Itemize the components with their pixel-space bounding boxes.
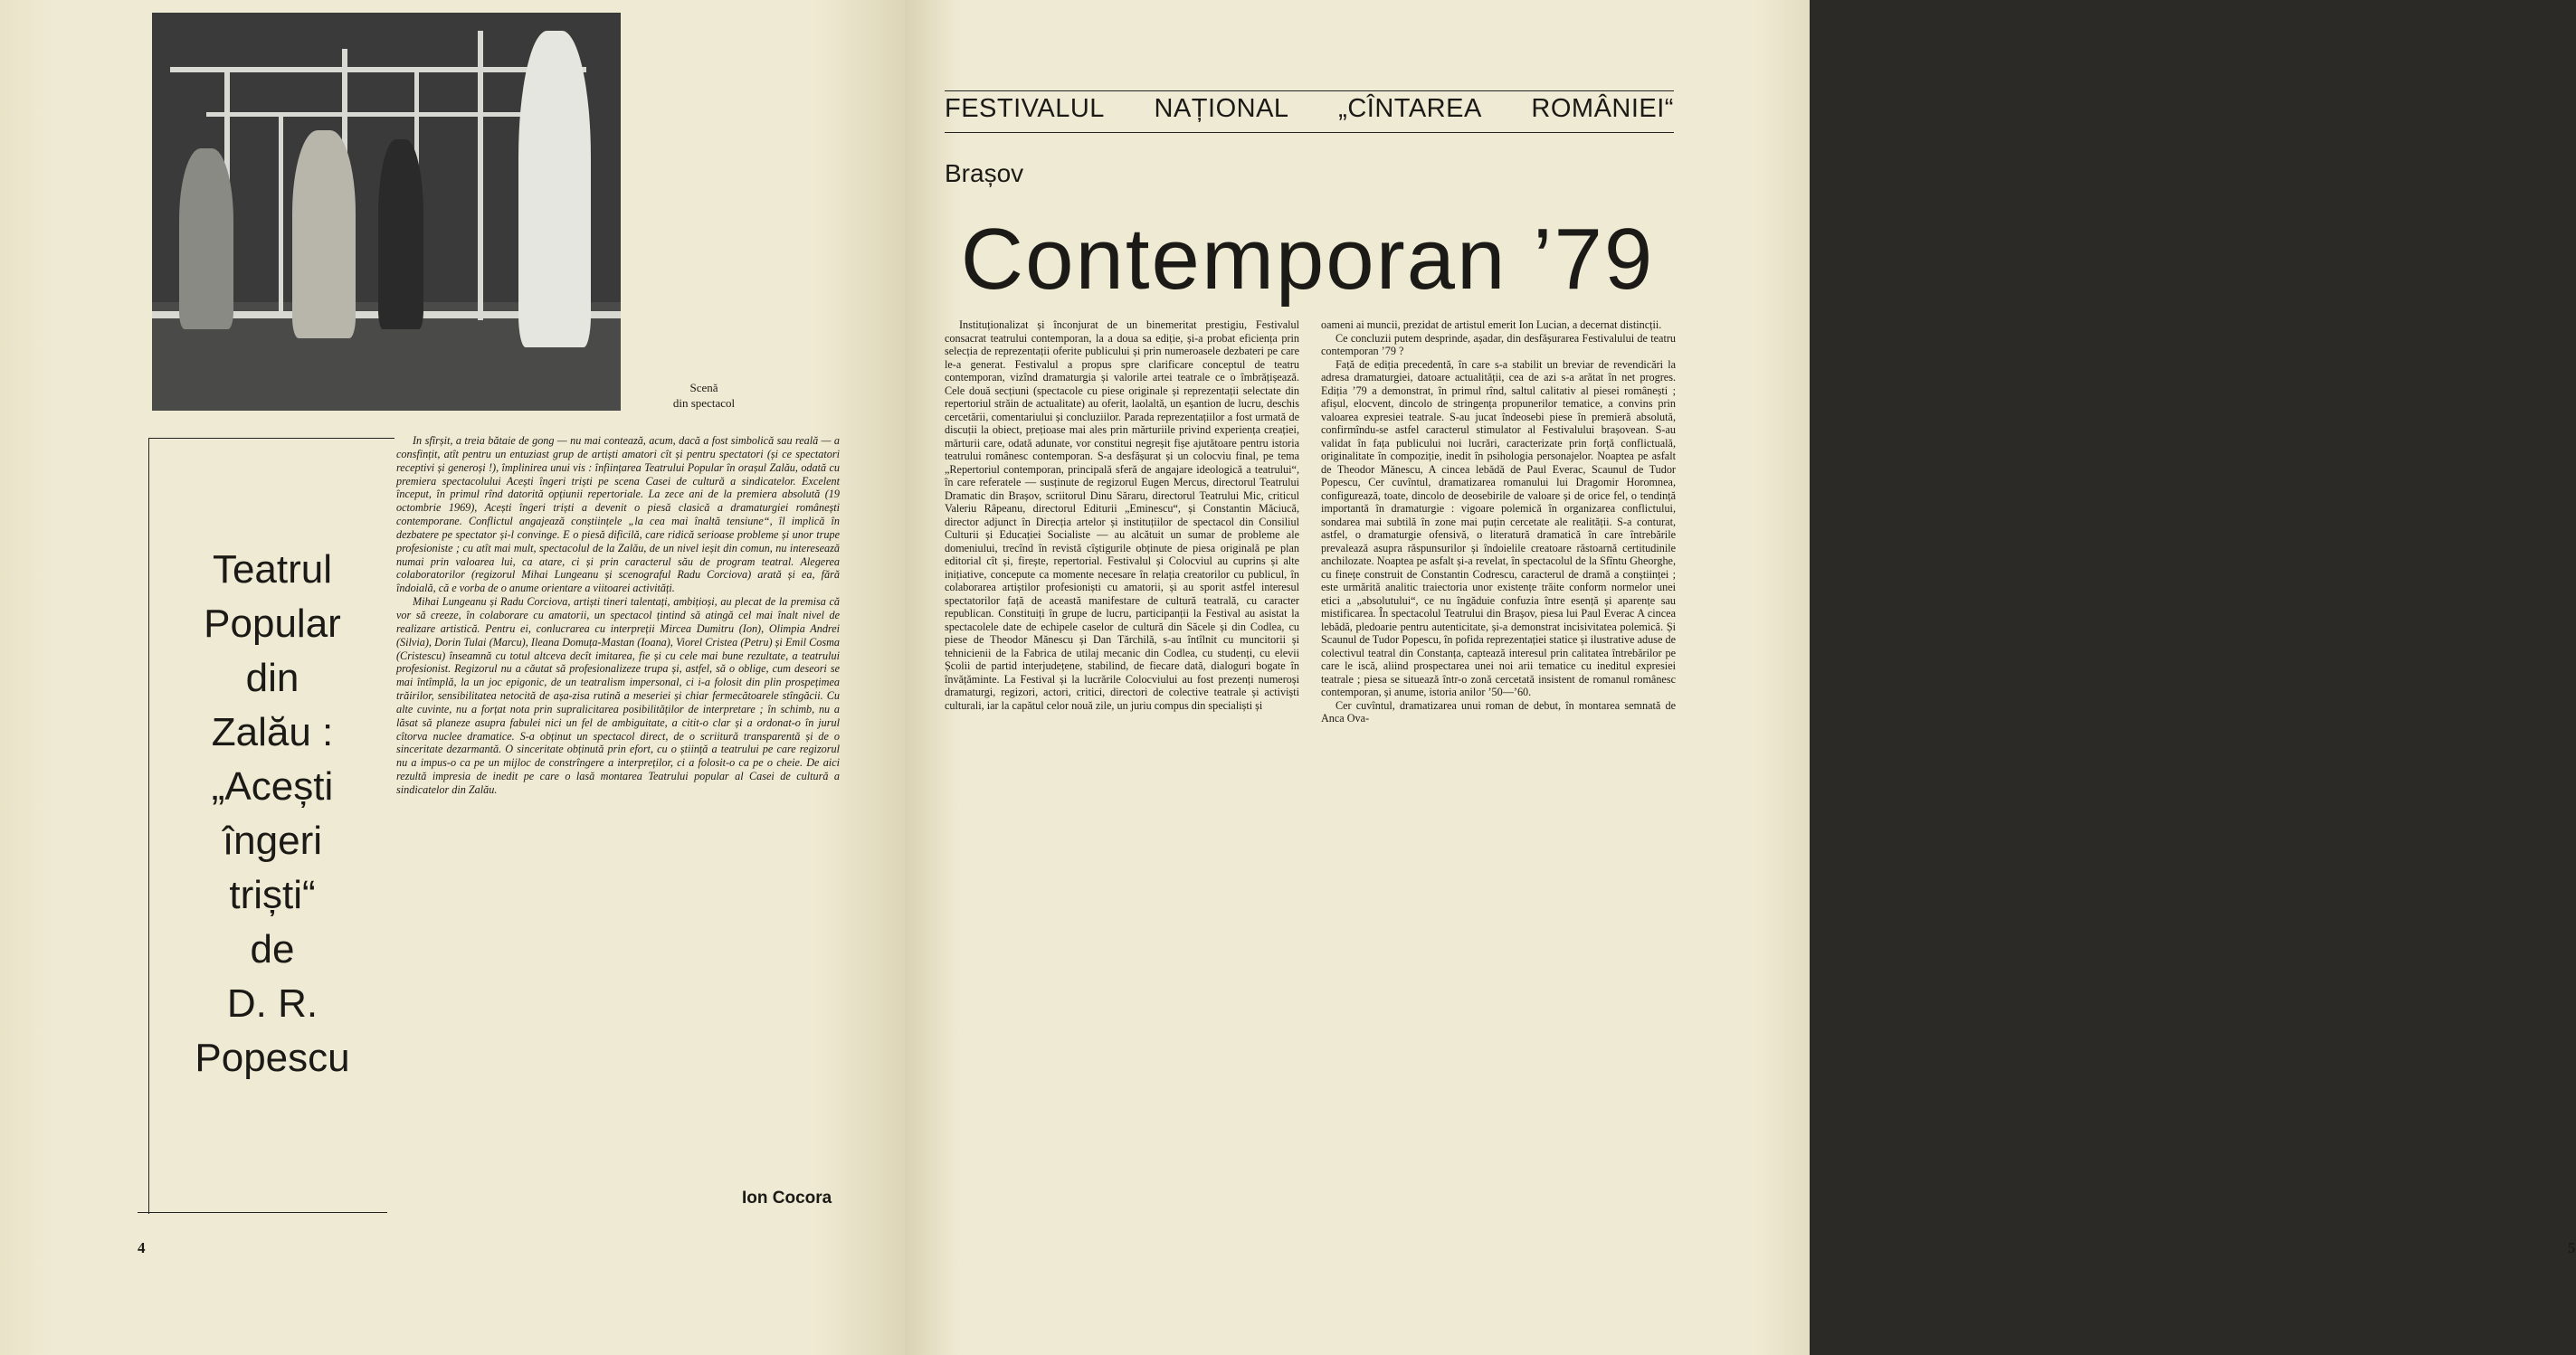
title-line: Popular <box>204 602 341 646</box>
header-word: ROMÂNIEI“ <box>1531 94 1674 123</box>
text-column-1 <box>945 318 1299 712</box>
frame-bottom-rule <box>138 1212 387 1213</box>
title-line: de <box>250 927 295 971</box>
title-line: „Acești <box>211 764 334 809</box>
title-line: îngeri <box>222 819 323 863</box>
main-title: Contemporan ’79 <box>960 211 1655 308</box>
column-paragraph: Instituționalizat și înconjurat de un binemeritat prestigiu, Festivalul consacrat teatrului contemporan, la a doua sa ediție, și-a probat eficiența prin selecția de reprezentații oferite publicului și prin numeroasele dezbateri pe care le-a generat. Festivalul a propus spre clarificare conceptul de teatru contemporan, vizînd dramaturgia și valorile artei teatrale ce o îmbrățișează. Cele două secțiuni (spectacole cu piese originale și reprezentații selectate din repertoriul străin de actualitate) au oferit, laolaltă, un eșantion de lucru, deschis cercetării, comentariului și concluziilor. Parada reprezentațiilor a fost urmată de discuții la obiect, prețioase mai ales prin mărturiile privind experiența creației, mărturii care, odată adunate, vor constitui negreșit fișe ajutătoare pentru istoria teatrului românesc contemporan. S-a desfășurat și un colocviu final, pe tema „Repertoriul contemporan, principală sferă de angajare ideologică a teatrului“, în care referatele — susținute de regizorul Eugen Mercus, directorul Teatrului Dramatic din Brașov, scriitorul Dinu Săraru, directorul Teatrului Mic, criticul Valeriu Râpeanu, directorul Editurii „Eminescu“, și Constantin Măciucă, director adjunct în Direcția artelor și instituțiilor de spectacol din Consiliul Culturii și Educației Socialiste — au alcătuit un sumar de probleme ale domeniului, trecînd în revistă cîștigurile obținute de piesa originală pe plan editorial cît și, firește, repertorial. Festivalul și Colocviul au cuprins și alte inițiative, concepute ca momente necesare în relația creatorilor cu publicul, în colaborarea artiștilor profesioniști cu amatorii, și au sporit astfel interesul spectatorilor față de această manifestare de cultură teatrală, cu caracter republican. Constituiți în grupe de lucru, participanții la Festival au asistat la spectacolele date de echipele caselor de cultură din Săcele și din Codlea, cu piese de Theodor Mănescu și Dan Tărchilă, s-au întîlnit cu muncitorii și tehnicienii de la Fabrica de utilaj mecanic din Codlea, cu studenți, cu elevii Școlii de partid interjudețene, stabilind, de fiecare dată, dialoguri bogate în învățăminte. La Festival și la lucrările Colocviului au fost prezenți numeroși dramaturgi, regizori, actori, critici, directori de colective teatrale și activiști culturali, iar la capătul celor nouă zile, un juriu compus din specialiști și <box>945 318 1299 712</box>
scaffold-bar <box>170 67 586 72</box>
header-rule-top <box>945 90 1674 91</box>
title-line: Zalău : <box>211 710 334 754</box>
article-body <box>396 434 840 797</box>
right-page <box>905 0 2576 1355</box>
title-line: din <box>245 656 299 700</box>
column-paragraph: Cer cuvîntul, dramatizarea unui roman de debut, în montarea semnată de Anca Ova- <box>1321 698 1676 725</box>
column-paragraph: Ce concluzii putem desprinde, așadar, din desfășurarea Festivalului de teatru contemporan ’79 ? <box>1321 331 1676 357</box>
caption-line: Scenă <box>689 381 718 394</box>
author-byline: Ion Cocora <box>742 1189 832 1208</box>
actor-figure <box>292 130 356 338</box>
article-title <box>168 543 376 1085</box>
article-paragraph: In sfîrșit, a treia bătaie de gong — nu mai contează, acum, dacă a fost simbolică sau reală — a consfințit, atît pentru un entuziast grup de artiști amatori cît și pentru spectatori (și ce spectatori receptivi și generoși !), împlinirea unui vis : înființarea Teatrului Popular în orașul Zalău, odată cu premiera spectacolului Acești îngeri triști pe scena Casei de cultură a sindicatelor. Excelent început, în primul rînd datorită opțiunii repertoriale. La zece ani de la premiera absolută (19 octombrie 1969), Acești îngeri triști a devenit o piesă clasică a dramaturgiei românești contemporane. Conflictul angajează conștiințele „la cea mai înaltă tensiune“, îl implică în dezbatere pe spectator și-l convinge. E o piesă dificilă, care ridică serioase probleme și unor trupe profesioniste ; cu atît mai mult, spectacolul de la Zalău, de un nivel ieșit din comun, nu interesează numai prin valoarea lui, ca atare, ci și prin caracterul său de program teatral. Alegerea colaboratorilor (regizorul Mihai Lungeanu și scenograful Radu Corciova) arată și ea, fără îndoială, că e vorba de o anume orientare a viitoarei activități. <box>396 434 840 595</box>
title-line: D. R. <box>226 981 318 1026</box>
page-number: 4 <box>138 1239 146 1256</box>
photo-caption <box>650 380 758 411</box>
actor-figure <box>518 31 591 347</box>
column-paragraph: Față de ediția precedentă, în care s-a stabilit un breviar de revendicări la adresa dramaturgiei, datoare actualității, cea de azi s-a arătat în net progres. Ediția ’79 a demonstrat, în primul rînd, saltul calitativ al piesei românești ; afișul, elocvent, dincolo de stringența propunerilor tematice, a convins prin valoarea expresiei teatrale. S-au jucat îndeosebi piese în premieră absolută, confirmîndu-se astfel caracterul stimulator al Festivalului brașovean. S-au validat în fața publicului noi lucrări, caracterizate prin forță conflictuală, originalitate în compoziție, inedit în psihologia personajelor. Noaptea pe asfalt de Theodor Mănescu, A cincea lebădă de Paul Everac, Scaunul de Tudor Popescu, Cer cuvîntul, dramatizarea romanului lui Dragomir Horomnea, configurează, toate, dincolo de deosebirile de valoare și de orice fel, o tendință importantă în dramaturgie : vigoare polemică în organizarea conflictului, sondarea mai subtilă în zone mai puțin cercetate ale realității. S-a conturat, astfel, o dramaturgie ofensivă, o literatură dramatică în care întrebările prevalează asupra răspunsurilor și îndoielile creatoare răstoarnă certitudinile anchilozate. Noaptea pe asfalt și-a revelat, în spectacolul de la Sfîntu Gheorghe, cu finețe construit de Constantin Codrescu, caracterul de dramă a conștiinței ; este urmărită analitic traiectoria unor existențe trăite conform normelor unei etici a „absolutului“, ce nu îngăduie confuzia între esență și aparențe sau mistificarea. În spectacolul Teatrului din Brașov, piesa lui Paul Everac A cincea lebădă, pledoarie pentru autenticitate, și-a demonstrat incisivitatea polemică. Și Scaunul de Tudor Popescu, în pofida reprezentației statice și ilustrative aduse de colectivul teatral din Constanța, captează interesul prin calitatea întrebărilor pe care le iscă, aliind prospectarea unei noi arii tematice cu ineditul expresiei teatrale ; piesa se situează într-o zonă cercetată insistent de romanul românesc contemporan, și anume, istoria anilor ’50—’60. <box>1321 357 1676 698</box>
header-word: FESTIVALUL <box>945 94 1105 123</box>
actor-figure <box>179 148 233 329</box>
title-line: Teatrul <box>212 547 333 592</box>
stage-photo <box>152 13 621 411</box>
header-rule-bottom <box>945 132 1674 133</box>
page-number: 5 <box>2568 1239 2576 1256</box>
city-label: Brașov <box>945 159 1024 187</box>
article-paragraph: Mihai Lungeanu și Radu Corciova, artiști tineri talentați, ambițioși, au plecat de la premisa că vor să creeze, în colaborare cu amatorii, un spectacol țintind să atingă cel mai înalt nivel de realizare artistică. Pentru ei, conlucrarea cu interpreții Mircea Dumitru (Ion), Olimpia Andrei (Silvia), Dorin Tulai (Marcu), Ileana Domuța-Mastan (Ioana), Viorel Cristea (Petru) și Emil Cosma (Cristescu) înseamnă cu totul altceva decît imitarea, fie și cu cele mai bune rezultate, a teatrului profesionist. Regizorul nu a căutat să profesionalizeze trupa și, astfel, să o oblige, cum deseori se mai întîmplă, la un joc epigonic, de un teatralism impersonal, ci i-a folosit din plin prospețimea trăirilor, sensibilitatea netocită de așa-zisa rutină a meseriei și chiar fermecătoarele stîngăcii. Cu alte cuvinte, nu a forțat nota prin supralicitarea posibilităților de interpretare ; în schimb, nu a lăsat să planeze asupra fabulei nici un fel de ambiguitate, a citit-o clar și a ordonat-o în jurul cîtorva nuclee dramatice. S-a obținut un spectacol direct, de o scriitură transparentă și de o sinceritate dezarmantă. O sinceritate obținută prin efort, cu o știință a teatrului pe care regizorul nu a impus-o ca pe un mijloc de constrîngere a interpreților, ci a folosit-o ca pe o cheie. De aici rezultă impresia de inedit pe care o lasă montarea Teatrului popular al Casei de cultură a sindicatelor din Zalău. <box>396 595 840 796</box>
title-line: triști“ <box>229 873 316 917</box>
left-page <box>0 0 905 1355</box>
header-word: „CÎNTAREA <box>1338 94 1482 123</box>
caption-line: din spectacol <box>672 396 736 410</box>
text-column-2 <box>1321 318 1676 725</box>
header-word: NAȚIONAL <box>1154 94 1289 123</box>
festival-header <box>945 94 1674 124</box>
title-line: Popescu <box>195 1036 350 1080</box>
actor-figure <box>378 139 423 329</box>
scaffold-bar <box>279 112 283 311</box>
column-paragraph: oameni ai muncii, prezidat de artistul emerit Ion Lucian, a decernat distincții. <box>1321 318 1662 331</box>
scaffold-bar <box>478 31 483 320</box>
